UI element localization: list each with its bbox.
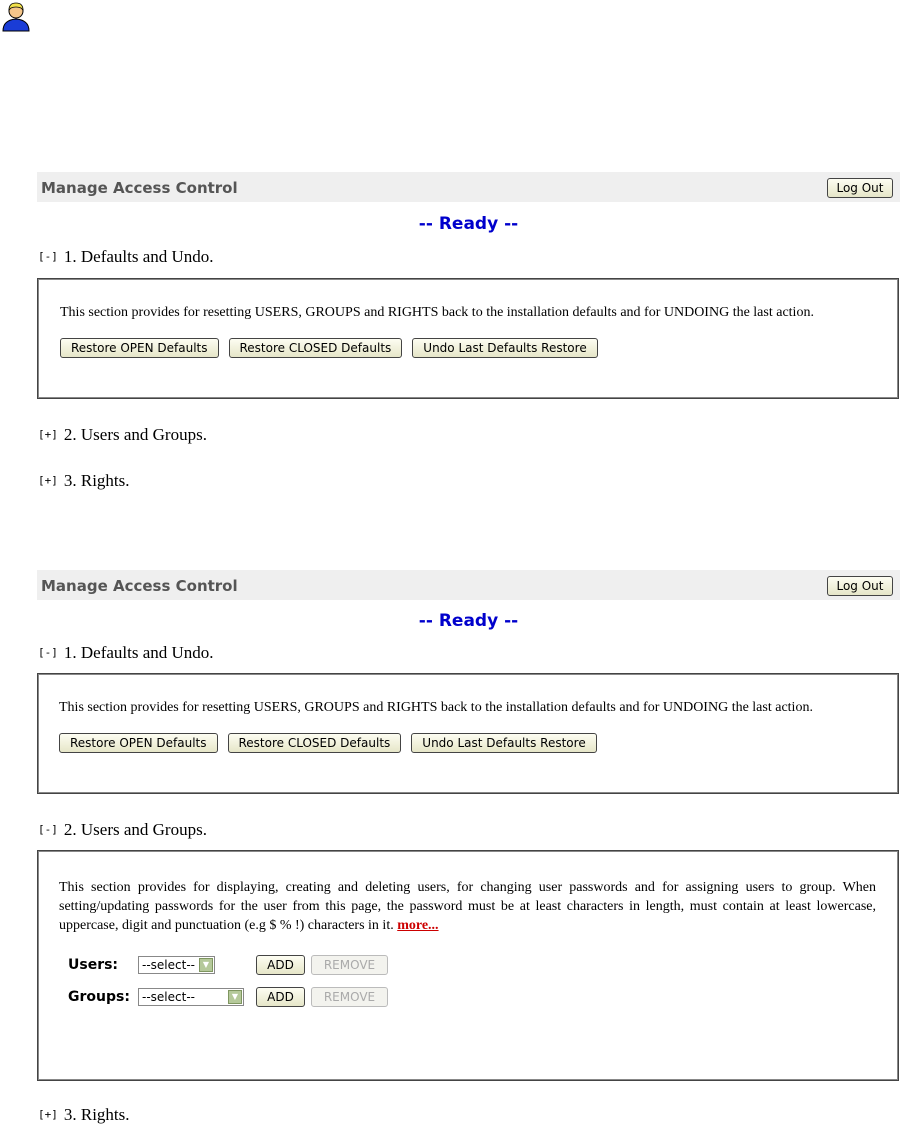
status-text: -- Ready -- bbox=[418, 611, 519, 631]
section-header-users bbox=[37, 819, 900, 841]
section-title: 2. Users and Groups. bbox=[63, 425, 207, 444]
groups-row bbox=[68, 981, 876, 1013]
users-row bbox=[68, 949, 876, 981]
section-header-rights bbox=[37, 470, 900, 492]
chevron-down-icon: ▼ bbox=[199, 958, 213, 972]
undo-defaults-restore-button[interactable]: Undo Last Defaults Restore bbox=[412, 338, 597, 358]
access-control-panel-expanded bbox=[37, 570, 900, 1126]
section-title: 3. Rights. bbox=[63, 471, 130, 490]
section-title: 2. Users and Groups. bbox=[63, 820, 207, 839]
logout-button[interactable]: Log Out bbox=[827, 576, 893, 596]
page-title: Manage Access Control bbox=[41, 179, 238, 197]
remove-user-button[interactable]: REMOVE bbox=[311, 955, 388, 975]
add-user-button[interactable]: ADD bbox=[256, 955, 305, 975]
section-description: This section provides for resetting USERS, GROUPS and RIGHTS back to the installation defaults and for UNDOING the last action. bbox=[59, 700, 813, 715]
select-value: --select-- bbox=[142, 990, 195, 1004]
expand-toggle[interactable]: [+] bbox=[38, 1108, 58, 1121]
section-title: 1. Defaults and Undo. bbox=[63, 643, 214, 662]
restore-closed-defaults-button[interactable]: Restore CLOSED Defaults bbox=[229, 338, 403, 358]
section-header-defaults bbox=[37, 642, 900, 664]
section-header-rights bbox=[37, 1104, 900, 1126]
section-header-defaults bbox=[37, 246, 900, 268]
section-title: 3. Rights. bbox=[63, 1105, 130, 1124]
restore-closed-defaults-button[interactable]: Restore CLOSED Defaults bbox=[228, 733, 402, 753]
select-value: --select-- bbox=[142, 958, 195, 972]
panel-header bbox=[37, 570, 900, 600]
undo-defaults-restore-button[interactable]: Undo Last Defaults Restore bbox=[411, 733, 596, 753]
user-icon bbox=[0, 0, 32, 32]
section-title: 1. Defaults and Undo. bbox=[63, 247, 214, 266]
collapse-toggle[interactable]: [-] bbox=[38, 250, 58, 263]
collapse-toggle[interactable]: [-] bbox=[38, 823, 58, 836]
users-label: Users: bbox=[68, 957, 119, 973]
users-section-box bbox=[37, 850, 899, 1081]
expand-toggle[interactable]: [+] bbox=[38, 428, 58, 441]
defaults-section-box bbox=[37, 673, 899, 794]
chevron-down-icon: ▼ bbox=[228, 990, 242, 1004]
section-header-users bbox=[37, 424, 900, 446]
groups-select[interactable] bbox=[138, 988, 244, 1006]
page-title: Manage Access Control bbox=[41, 577, 238, 595]
access-control-panel-collapsed bbox=[37, 172, 900, 492]
panel-header bbox=[37, 172, 900, 202]
defaults-section-box bbox=[37, 278, 899, 399]
add-group-button[interactable]: ADD bbox=[256, 987, 305, 1007]
collapse-toggle[interactable]: [-] bbox=[38, 646, 58, 659]
remove-group-button[interactable]: REMOVE bbox=[311, 987, 388, 1007]
section-description: This section provides for resetting USERS, GROUPS and RIGHTS back to the installation defaults and for UNDOING the last action. bbox=[60, 305, 814, 320]
restore-open-defaults-button[interactable]: Restore OPEN Defaults bbox=[60, 338, 219, 358]
status-text: -- Ready -- bbox=[418, 214, 519, 234]
logout-button[interactable]: Log Out bbox=[827, 178, 893, 198]
section-description bbox=[59, 878, 876, 935]
expand-toggle[interactable]: [+] bbox=[38, 474, 58, 487]
groups-label: Groups: bbox=[68, 989, 130, 1005]
users-select[interactable] bbox=[138, 956, 215, 974]
users-description-text: This section provides for displaying, creating and deleting users, for changing user passwords and for assigning users to group. When setting/updating passwords for the user from this page, the password must be at least characters in length, must contain at least lowercase, uppercase, digit and punctuation (e.g $ % !) characters in it. bbox=[59, 880, 876, 933]
restore-open-defaults-button[interactable]: Restore OPEN Defaults bbox=[59, 733, 218, 753]
more-link[interactable]: more... bbox=[397, 918, 439, 933]
